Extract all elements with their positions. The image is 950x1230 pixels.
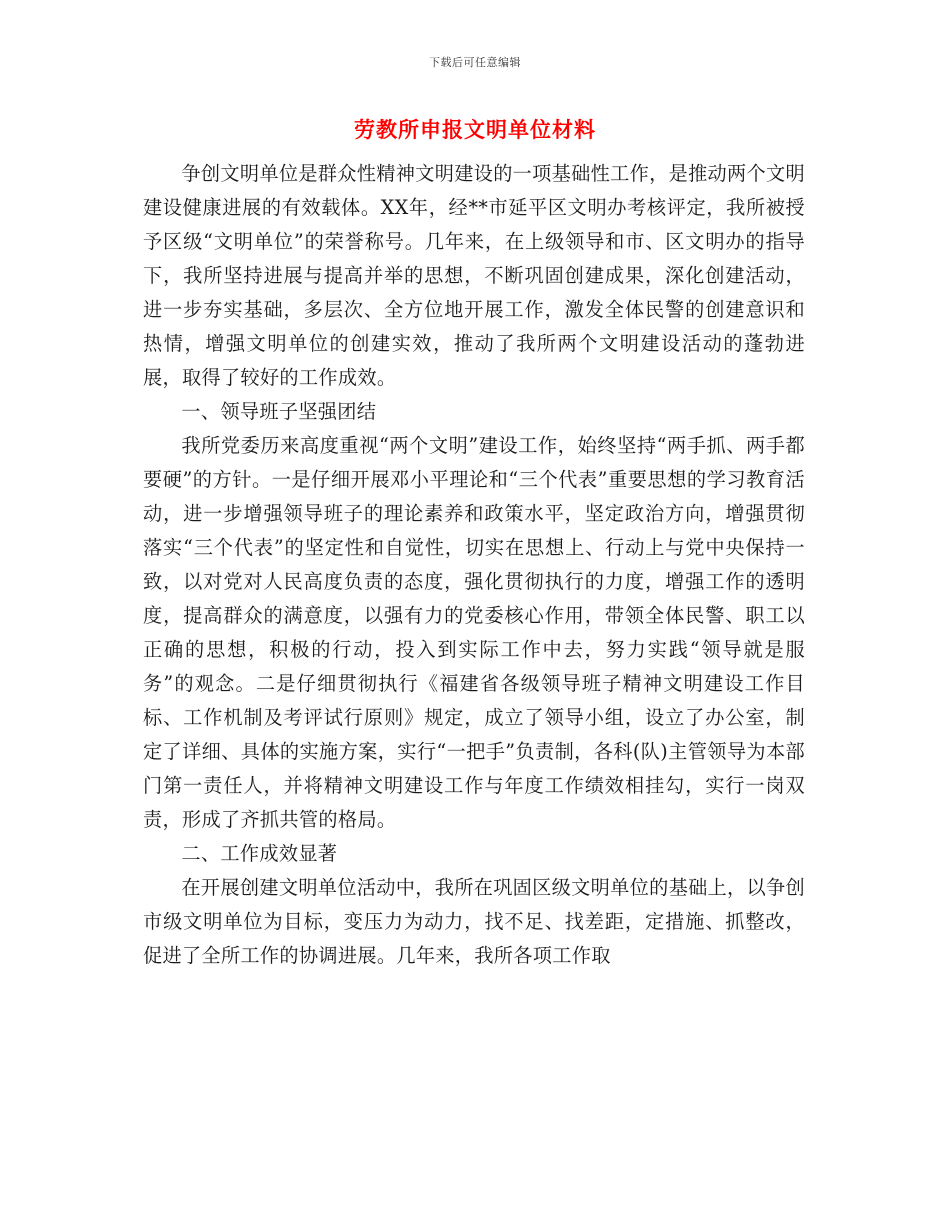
document-body <box>143 157 805 973</box>
paragraph-section-2: 在开展创建文明单位活动中，我所在巩固区级文明单位的基础上，以争创市级文明单位为目标，变压力为动力，找不足、找差距，定措施、抓整改，促进了全所工作的协调进展。几年来，我所各项工作取 <box>143 876 805 967</box>
document-title: 劳教所申报文明单位材料 <box>354 117 596 142</box>
section-heading-2: 二、工作成效显著 <box>181 842 338 865</box>
paragraph-section-1: 我所党委历来高度重视“两个文明”建设工作，始终坚持“两手抓、两手都要硬”的方针。一是仔细开展邓小平理论和“三个代表”重要思想的学习教育活动，进一步增强领导班子的理论素养和政策水平，坚定政治方向，增强贯彻落实“三个代表”的坚定性和自觉性，切实在思想上、行动上与党中央保持一致，以对党对人民高度负责的态度，强化贯彻执行的力度，增强工作的透明度，提高群众的满意度，以强有力的党委核心作用，带领全体民警、职工以正确的思想，积极的行动，投入到实际工作中去，努力实践“领导就是服务”的观念。二是仔细贯彻执行《福建省各级领导班子精神文明建设工作目标、工作机制及考评试行原则》规定，成立了领导小组，设立了办公室，制定了详细、具体的实施方案，实行“一把手”负责制，各科(队)主管领导为本部门第一责任人，并将精神文明建设工作与年度工作绩效相挂勾，实行一岗双责，形成了齐抓共管的格局。 <box>143 434 805 831</box>
header-note: 下载后可任意编辑 <box>429 56 521 69</box>
paragraph-intro: 争创文明单位是群众性精神文明建设的一项基础性工作，是推动两个文明建设健康进展的有效载体。XX年，经**市延平区文明办考核评定，我所被授予区级“文明单位”的荣誉称号。几年来，在上级领导和市、区文明办的指导下，我所坚持进展与提高并举的思想，不断巩固创建成果，深化创建活动，进一步夯实基础，多层次、全方位地开展工作，激发全体民警的创建意识和热情，增强文明单位的创建实效，推动了我所两个文明建设活动的蓬勃进展，取得了较好的工作成效。 <box>143 162 805 389</box>
section-heading-1: 一、领导班子坚强团结 <box>181 400 377 423</box>
